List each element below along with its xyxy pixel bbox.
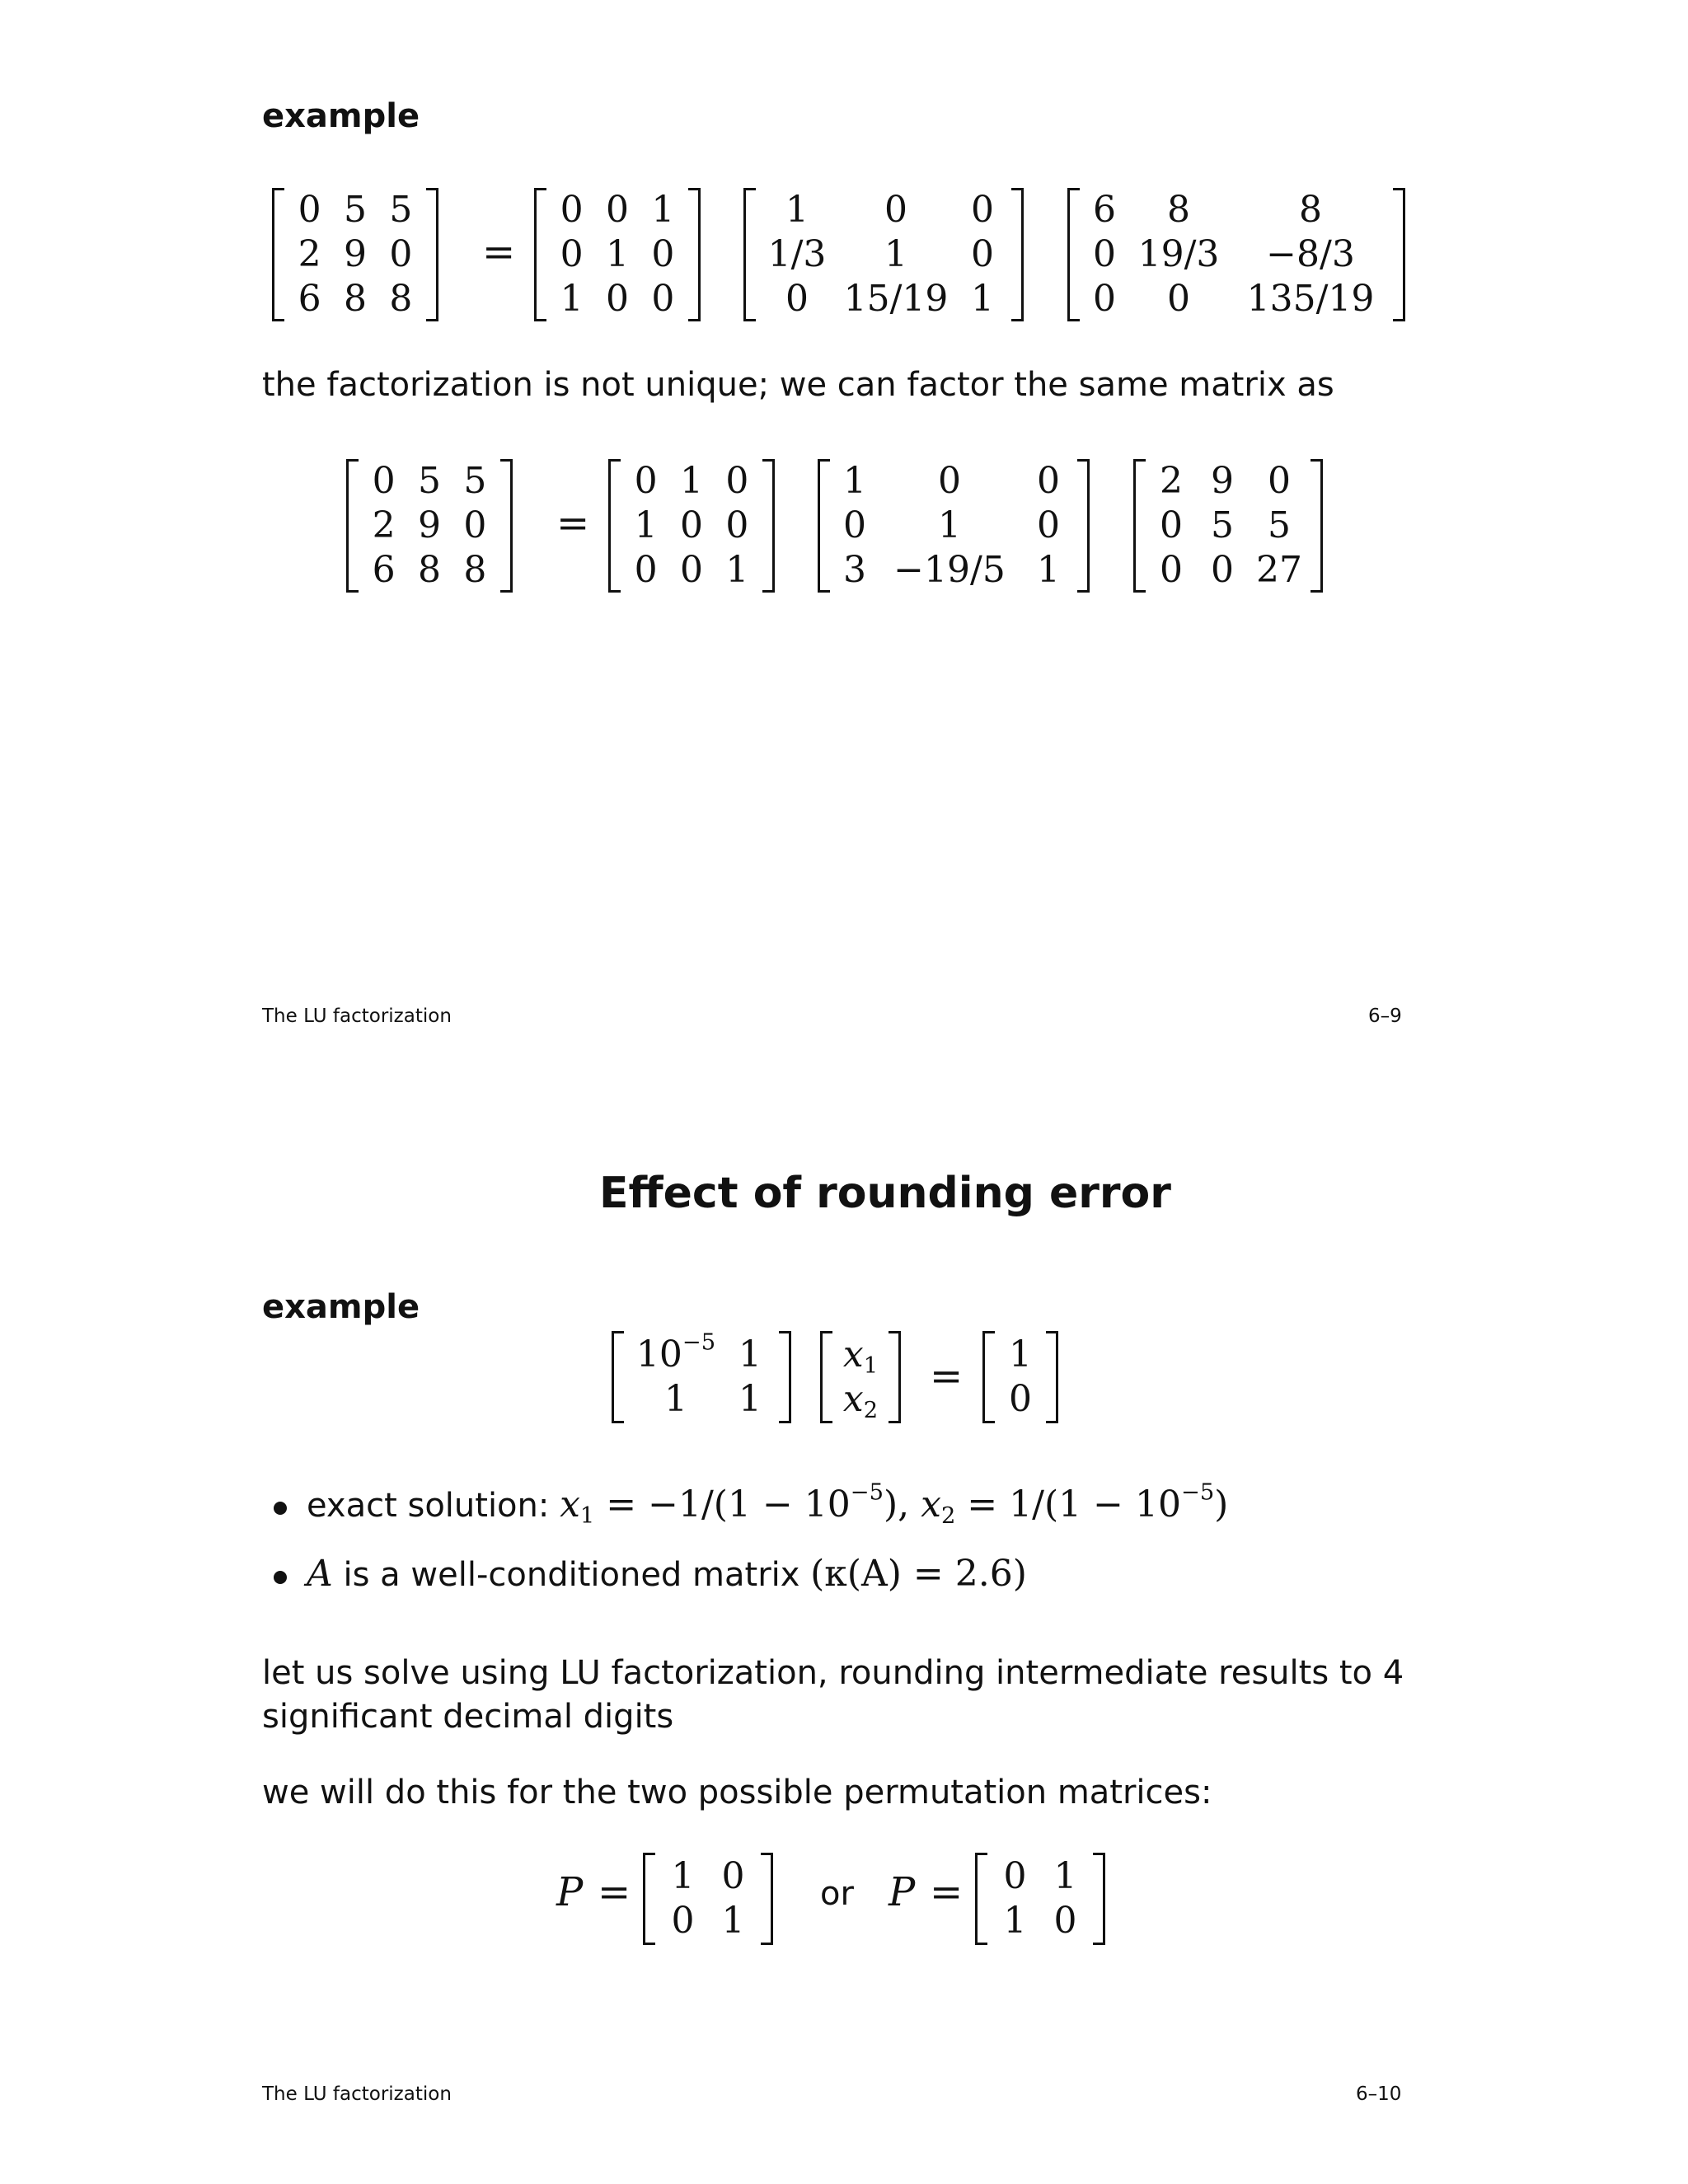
or-label: or [820,1875,854,1913]
matrix-entry: 1 [785,189,809,231]
matrix-entry: 0 [785,278,809,320]
matrix-entry: 0 [725,504,749,546]
matrix-entry: $x_1$ [842,1333,879,1380]
matrix-entry: 15/19 [843,278,949,320]
example-heading: example [262,1288,420,1326]
matrix-entry: −19/5 [893,549,1006,591]
matrix-entry: 9 [1211,460,1234,502]
matrix-entry: 8 [1167,189,1190,231]
matrix-entry: 9 [343,233,367,275]
matrix-entry: 0 [1211,549,1234,591]
matrix-entries [820,1331,901,1423]
matrix-entry: 135/19 [1246,278,1375,320]
matrix-entry: 0 [634,460,658,502]
matrix-entry: 0 [1053,1900,1077,1942]
matrix-entry: 2 [372,504,396,546]
matrix-entry: 27 [1256,549,1302,591]
matrix-entries [1133,459,1323,593]
matrix-entry: 6 [1093,189,1116,231]
matrix-entry: 1 [560,278,584,320]
matrix-entry: 1 [971,278,994,320]
bullet-icon [274,1571,287,1584]
matrix-entry: 0 [1037,504,1060,546]
p-label: P [889,1869,916,1915]
matrix-entries [612,1331,791,1423]
matrix-a [272,188,438,321]
vector-x [820,1331,901,1423]
matrix-entry: 0 [971,189,994,231]
matrix-entry: 0 [1093,233,1116,275]
equals-sign: = [930,1353,964,1399]
matrix-entry: 1 [721,1900,745,1942]
matrix-entry: 5 [389,189,413,231]
paragraph-permutation: we will do this for the two possible permutation matrices: [262,1774,1212,1811]
paragraph-lu-solve-line2: significant decimal digits [262,1698,674,1736]
matrix-entry: 6 [372,549,396,591]
matrix-entry: 8 [1299,189,1322,231]
vector-b [982,1331,1058,1423]
matrix-a [346,459,513,593]
matrix-entries [743,188,1024,321]
matrix-entry: 1 [738,1333,762,1376]
matrix-entry: 0 [634,549,658,591]
matrix-entries [975,1853,1105,1945]
matrix-entry: 0 [1093,278,1116,320]
equals-sign: = [930,1869,964,1915]
matrix-entry: 1 [651,189,675,231]
equals-sign: = [556,500,590,546]
matrix-entry: 8 [463,549,487,591]
example-heading: example [262,97,420,135]
matrix-p [608,459,775,593]
matrix-entry: 0 [1167,278,1190,320]
matrix-entry: $10^{-5}$ [635,1329,716,1376]
matrix-entries [534,188,701,321]
matrix-entry: 1 [1003,1900,1027,1942]
p-label: P [556,1869,584,1915]
matrix-entry: 0 [298,189,321,231]
matrix-entry: 0 [679,504,703,546]
footer-title: The LU factorization [262,2083,452,2105]
bullet-well-conditioned: A is a well-conditioned matrix (κ(A) = 2.6) [307,1553,1027,1595]
matrix-entry: 0 [389,233,413,275]
matrix-entries [346,459,513,593]
matrix-entry: 0 [605,278,629,320]
matrix-entries [608,459,775,593]
matrix-entry: 2 [298,233,321,275]
matrix-entry: 1 [738,1378,762,1420]
matrix-entry: 0 [884,189,907,231]
matrix-entry: 0 [1160,504,1183,546]
matrix-entry: 1 [679,460,703,502]
non-unique-sentence: the factorization is not unique; we can factor the same matrix as [262,366,1334,404]
bullet-icon [274,1502,287,1515]
matrix-entry: 0 [671,1900,695,1942]
permutation-matrix-swap [975,1853,1105,1945]
matrix-entry: 0 [1268,460,1291,502]
equals-sign: = [598,1869,631,1915]
page-number: 6–10 [1356,2083,1402,2105]
matrix-entry: $x_2$ [842,1378,879,1424]
matrix-entry: 3 [843,549,866,591]
matrix-entry: 0 [651,278,675,320]
matrix-entry: 1 [884,233,907,275]
matrix-entry: 1/3 [767,233,827,275]
matrix-entry: 5 [417,460,441,502]
matrix-entry: 0 [560,189,584,231]
matrix-u [1067,188,1405,321]
slide-title: Effect of rounding error [599,1169,1171,1218]
matrix-entry: 1 [1037,549,1060,591]
matrix-entry: 0 [1037,460,1060,502]
matrix-entry: 0 [463,504,487,546]
matrix-entry: 0 [1009,1378,1032,1420]
matrix-entry: 5 [343,189,367,231]
matrix-entry: 0 [721,1855,745,1897]
matrix-entry: 0 [372,460,396,502]
matrix-entries [818,459,1090,593]
matrix-entry: 5 [463,460,487,502]
matrix-p [534,188,701,321]
matrix-entry: 0 [1160,549,1183,591]
matrix-entries [643,1853,773,1945]
matrix-entries [1067,188,1405,321]
matrix-entry: 8 [343,278,367,320]
matrix-l [818,459,1090,593]
matrix-entry: 9 [417,504,441,546]
matrix-entry: 0 [725,460,749,502]
matrix-entry: −8/3 [1266,233,1355,275]
matrix-entry: 0 [938,460,961,502]
page-number: 6–9 [1368,1005,1402,1027]
matrix-entry: 1 [938,504,961,546]
matrix-entry: 0 [971,233,994,275]
equals-sign: = [482,229,516,275]
matrix-entry: 1 [605,233,629,275]
matrix-a [612,1331,791,1423]
matrix-entry: 0 [843,504,866,546]
matrix-entry: 2 [1160,460,1183,502]
matrix-entries [272,188,438,321]
matrix-entry: 8 [389,278,413,320]
paragraph-lu-solve-line1: let us solve using LU factorization, rounding intermediate results to 4 [262,1654,1404,1692]
matrix-entry: 1 [634,504,658,546]
matrix-entry: 19/3 [1137,233,1220,275]
matrix-entry: 8 [417,549,441,591]
matrix-u [1133,459,1323,593]
matrix-entry: 1 [671,1855,695,1897]
permutation-matrix-identity [643,1853,773,1945]
matrix-entry: 5 [1211,504,1234,546]
matrix-entry: 1 [1053,1855,1077,1897]
matrix-entry: 0 [679,549,703,591]
matrix-entry: 0 [651,233,675,275]
footer-title: The LU factorization [262,1005,452,1027]
bullet-exact-solution: exact solution: $x_1 = -1/(1 - 10^{-5})$, $x_2 = 1/(1 - 10^{-5})$ [307,1479,1229,1530]
matrix-entry: 1 [725,549,749,591]
matrix-entries [982,1331,1058,1423]
matrix-entry: 0 [560,233,584,275]
matrix-entry: 1 [843,460,866,502]
matrix-entry: 5 [1268,504,1291,546]
matrix-entry: 6 [298,278,321,320]
matrix-entry: 0 [605,189,629,231]
matrix-l [743,188,1024,321]
matrix-entry: 1 [1009,1333,1032,1376]
matrix-entry: 1 [664,1378,687,1420]
matrix-entry: 0 [1003,1855,1027,1897]
